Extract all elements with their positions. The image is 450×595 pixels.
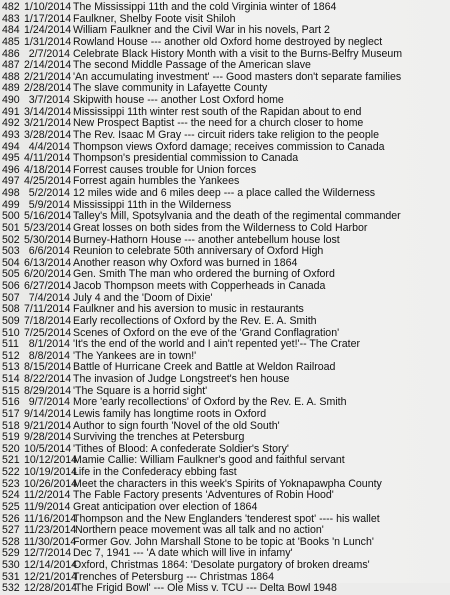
- list-item: [2, 130, 450, 142]
- entry-number: 518: [2, 420, 20, 432]
- list-item: [2, 351, 450, 363]
- entry-number: 492: [2, 118, 20, 130]
- entry-title: The slave community in Lafayette County: [73, 83, 268, 95]
- list-item: [2, 107, 450, 119]
- entry-number: 486: [2, 48, 20, 60]
- entry-date: 11/30/2014: [24, 536, 77, 548]
- entry-number: 487: [2, 60, 20, 72]
- entry-date: 8/8/2014: [28, 350, 70, 362]
- entry-title: 'Northern peace movement was all talk and no action': [73, 525, 324, 537]
- entry-number: 489: [2, 83, 20, 95]
- entry-number: 513: [2, 362, 20, 374]
- entry-number: 522: [2, 467, 20, 478]
- entry-date: 7/11/2014: [24, 304, 71, 316]
- list-item: [2, 188, 450, 200]
- entry-title: The Fable Factory presents 'Adventures of Robin Hood': [73, 490, 334, 502]
- list-item: [2, 49, 450, 61]
- entry-date: 6/27/2014: [24, 281, 72, 292]
- list-item: [2, 118, 450, 130]
- entry-title: Thompson's presidential commission to Canada: [73, 153, 299, 165]
- entry-date: 1/10/2014: [24, 2, 72, 13]
- entry-number: 498: [2, 188, 20, 199]
- list-item: [2, 83, 450, 95]
- list-item: [2, 25, 450, 37]
- list-item: [2, 14, 450, 26]
- entry-title: Surviving the trenches at Petersburg: [73, 432, 245, 444]
- entry-number: 507: [2, 292, 20, 304]
- list-item: [2, 583, 450, 595]
- list-item: [2, 409, 450, 421]
- list-item: [2, 153, 450, 165]
- list-item: [2, 235, 450, 247]
- entry-title: Scenes of Oxford on the eve of the 'Grand Conflagration': [73, 327, 340, 339]
- entry-date: 1/31/2014: [24, 36, 72, 48]
- entry-number: 524: [2, 490, 20, 502]
- entry-date: 9/21/2014: [24, 420, 72, 432]
- entry-title: 'The Yankees are in town!': [73, 350, 197, 362]
- entry-date: 2/14/2014: [24, 60, 72, 72]
- entry-number: 483: [2, 13, 20, 25]
- list-item: [2, 293, 450, 305]
- entry-number: 529: [2, 548, 20, 560]
- entry-title: Forrest causes trouble for Union forces: [73, 164, 257, 176]
- entry-date: 10/26/2014: [24, 478, 78, 490]
- entry-title: Talley's Mill, Spotsylvania and the death of the regimental commander: [73, 211, 401, 223]
- list-item: [2, 386, 450, 398]
- list-item: [2, 572, 450, 584]
- entry-title: The Rev. Isaac M Gray --- circuit riders take religion to the people: [73, 129, 379, 141]
- list-item: [2, 525, 450, 537]
- entry-title: 'An accumulating investment' --- Good masters don't separate families: [73, 71, 402, 83]
- entry-number: 490: [2, 95, 20, 106]
- entry-title: Lewis family has longtime roots in Oxford: [73, 408, 267, 420]
- entry-number: 484: [2, 25, 20, 37]
- entry-date: 11/16/2014: [24, 513, 77, 525]
- entry-number: 511: [2, 339, 19, 351]
- entry-title: Faulkner and his aversion to music in restaurants: [73, 304, 304, 316]
- list-item: [2, 258, 450, 270]
- list-item: [2, 502, 450, 514]
- list-item: [2, 95, 450, 107]
- list-item: [2, 176, 450, 188]
- list-item: [2, 432, 450, 444]
- entry-number: 514: [2, 374, 20, 385]
- entry-number: 485: [2, 36, 20, 48]
- entry-date: 1/24/2014: [24, 25, 72, 37]
- entry-number: 523: [2, 478, 20, 490]
- entry-date: 10/5/2014: [24, 443, 72, 455]
- entry-date: 3/21/2014: [24, 118, 72, 130]
- list-item: [2, 560, 450, 572]
- entry-number: 482: [2, 2, 20, 13]
- entry-title: Meet the characters in this week's Spirits of Yoknapawpha County: [73, 478, 382, 490]
- list-item: [2, 269, 450, 281]
- entry-title: Gen. Smith The man who ordered the burning of Oxford: [73, 269, 335, 281]
- entry-number: 491: [2, 106, 20, 118]
- list-item: [2, 548, 450, 560]
- entry-title: Mississippi 11th winter rest south of the Rapidan about to end: [73, 106, 362, 118]
- entry-title: Mississippi 11th in the Wilderness: [73, 199, 232, 211]
- entry-title: William Faulkner and the Civil War in his novels, Part 2: [73, 25, 330, 37]
- entry-number: 500: [2, 211, 20, 223]
- entry-number: 502: [2, 234, 20, 246]
- entry-date: 10/19/2014: [24, 467, 78, 478]
- entry-date: 12/7/2014: [24, 548, 72, 560]
- entry-date: 6/6/2014: [28, 246, 70, 258]
- entry-number: 510: [2, 327, 20, 339]
- entry-number: 495: [2, 153, 20, 165]
- entry-date: 3/14/2014: [24, 106, 72, 118]
- entry-number: 493: [2, 129, 20, 141]
- entry-date: 11/23/2014: [24, 525, 77, 537]
- entry-date: 3/28/2014: [24, 129, 72, 141]
- entry-number: 488: [2, 71, 20, 83]
- entry-date: 7/18/2014: [24, 315, 72, 327]
- entry-number: 527: [2, 525, 20, 537]
- entry-date: 12/21/2014: [24, 571, 78, 583]
- entry-date: 10/12/2014: [24, 455, 78, 467]
- entry-title: Skipwith house --- another Lost Oxford home: [73, 95, 284, 106]
- entry-title: Former Gov. John Marshall Stone to be topic at 'Books 'n Lunch': [73, 536, 374, 548]
- entry-date: 6/20/2014: [24, 269, 72, 281]
- list-item: [2, 514, 450, 526]
- list-item: [2, 200, 450, 212]
- list-item: [2, 165, 450, 177]
- entry-date: 5/30/2014: [24, 234, 72, 246]
- entry-title: Thompson views Oxford damage; receives commission to Canada: [73, 141, 385, 153]
- entry-number: 520: [2, 443, 20, 455]
- entry-date: 7/25/2014: [24, 327, 72, 339]
- entry-number: 530: [2, 560, 20, 571]
- entry-number: 508: [2, 304, 20, 316]
- entry-title: 'The Frigid Bowl' --- Ole Miss v. TCU --- Delta Bowl 1948: [73, 583, 337, 595]
- entry-date: 5/9/2014: [28, 199, 70, 211]
- list-item: [2, 467, 450, 479]
- entry-date: 9/28/2014: [24, 432, 72, 444]
- entry-number: 501: [2, 222, 20, 234]
- entry-date: 7/4/2014: [28, 292, 70, 304]
- entry-number: 531: [2, 571, 20, 583]
- entry-date: 3/7/2014: [28, 95, 70, 106]
- entry-date: 4/25/2014: [24, 176, 72, 188]
- entry-title: Dec 7, 1941 --- 'A date which will live in infamy': [73, 548, 293, 560]
- entry-title: Oxford, Christmas 1864: 'Desolate purgatory of broken dreams': [73, 560, 370, 571]
- entry-number: 517: [2, 408, 20, 420]
- list-item: [2, 362, 450, 374]
- entry-title: 'Tithes of Blood: A confederate Soldier's Story': [73, 443, 289, 455]
- entry-date: 8/1/2014: [28, 339, 70, 351]
- list-item: [2, 316, 450, 328]
- entry-title: Early recollections of Oxford by the Rev. E. A. Smith: [73, 315, 317, 327]
- entry-number: 509: [2, 315, 20, 327]
- entry-title: Forrest again humbles the Yankees: [73, 176, 240, 188]
- entry-title: Thompson and the New Englanders 'tenderest spot' ---- his wallet: [73, 513, 380, 525]
- list-item: [2, 37, 450, 49]
- entry-number: 528: [2, 536, 20, 548]
- entry-number: 496: [2, 164, 20, 176]
- list-item: [2, 328, 450, 340]
- list-item: [2, 281, 450, 293]
- entry-date: 4/18/2014: [24, 164, 72, 176]
- entry-number: 516: [2, 397, 20, 409]
- list-item: [2, 142, 450, 154]
- entry-date: 5/2/2014: [28, 188, 70, 199]
- entry-number: 519: [2, 432, 20, 444]
- entry-number: 532: [2, 583, 20, 595]
- entry-number: 506: [2, 281, 20, 292]
- entry-date: 2/7/2014: [28, 48, 70, 60]
- entry-date: 12/28/2014: [24, 583, 78, 595]
- entry-date: 4/11/2014: [24, 153, 71, 165]
- entry-title: Mamie Callie: William Faulkner's good and faithful servant: [73, 455, 345, 467]
- entry-title: The Mississippi 11th and the cold Virginia winter of 1864: [73, 2, 337, 13]
- list-item: [2, 374, 450, 386]
- list-item: [2, 339, 450, 351]
- entry-date: 8/15/2014: [24, 362, 72, 374]
- entry-date: 11/2/2014: [24, 490, 71, 502]
- entry-title: The second Middle Passage of the American slave: [73, 60, 311, 72]
- entry-title: Burney-Hathorn House --- another antebellum house lost: [73, 234, 340, 246]
- entry-title: The invasion of Judge Longstreet's hen house: [73, 374, 290, 385]
- list-item: [2, 479, 450, 491]
- entry-number: 521: [2, 455, 20, 467]
- list-item: [2, 2, 450, 14]
- entry-date: 9/7/2014: [28, 397, 70, 409]
- entry-title: New Prospect Baptist --- the need for a church closer to home: [73, 118, 364, 130]
- entry-date: 11/9/2014: [24, 501, 71, 513]
- entry-title: 12 miles wide and 6 miles deep --- a place called the Wilderness: [73, 188, 376, 199]
- entry-date: 9/14/2014: [24, 408, 72, 420]
- entry-number: 494: [2, 141, 20, 153]
- entry-title: Great losses on both sides from the Wilderness to Cold Harbor: [73, 222, 368, 234]
- entry-date: 1/17/2014: [24, 13, 72, 25]
- entry-number: 526: [2, 513, 20, 525]
- entry-date: 4/4/2014: [28, 141, 70, 153]
- list-item: [2, 211, 450, 223]
- entry-title: Celebrate Black History Month with a visit to the Burns-Belfry Museum: [73, 48, 403, 60]
- list-item: [2, 304, 450, 316]
- entry-title: July 4 and the 'Doom of Dixie': [73, 292, 213, 304]
- entry-title: Life in the Confederacy ebbing fast: [73, 467, 237, 478]
- entry-title: Faulkner, Shelby Foote visit Shiloh: [73, 13, 236, 25]
- list-item: [2, 397, 450, 409]
- list-item: [2, 537, 450, 549]
- entry-title: 'The Square is a horrid sight': [73, 385, 208, 397]
- entry-title: Great anticipation over election of 1864: [73, 501, 258, 513]
- entry-title: 'It's the end of the world and I ain't repented yet!'-- The Crater: [73, 339, 361, 351]
- entry-title: More 'early recollections' of Oxford by the Rev. E. A. Smith: [73, 397, 347, 409]
- entry-date: 8/29/2014: [24, 385, 72, 397]
- entry-title: Jacob Thompson meets with Copperheads in Canada: [73, 281, 326, 292]
- list-item: [2, 455, 450, 467]
- entry-number: 512: [2, 350, 20, 362]
- entry-number: 497: [2, 176, 20, 188]
- entry-title: Battle of Hurricane Creek and Battle at Weldon Railroad: [73, 362, 336, 374]
- entry-date: 8/22/2014: [24, 374, 72, 385]
- entry-number: 499: [2, 199, 20, 211]
- entry-date: 6/13/2014: [24, 257, 72, 269]
- entry-title: Trenches of Petersburg --- Christmas 1864: [73, 571, 274, 583]
- entry-date: 2/28/2014: [24, 83, 72, 95]
- entry-date: 2/21/2014: [24, 71, 72, 83]
- entry-number: 525: [2, 501, 20, 513]
- entry-title: Author to sign fourth 'Novel of the old South': [73, 420, 280, 432]
- entry-number: 504: [2, 257, 20, 269]
- list-item: [2, 490, 450, 502]
- entry-title: Another reason why Oxford was burned in 1864: [73, 257, 298, 269]
- entry-number: 505: [2, 269, 20, 281]
- entry-title: Reunion to celebrate 50th anniversary of Oxford High: [73, 246, 324, 258]
- entry-title: Rowland House --- another old Oxford home destroyed by neglect: [73, 36, 383, 48]
- list-item: [2, 246, 450, 258]
- entry-number: 515: [2, 385, 20, 397]
- list-item: [2, 444, 450, 456]
- list-item: [2, 60, 450, 72]
- entry-date: 5/23/2014: [24, 222, 72, 234]
- list-item: [2, 223, 450, 235]
- entry-number: 503: [2, 246, 20, 258]
- entry-date: 12/14/2014: [24, 560, 78, 571]
- entry-date: 5/16/2014: [24, 211, 72, 223]
- list-item: [2, 72, 450, 84]
- list-item: [2, 421, 450, 433]
